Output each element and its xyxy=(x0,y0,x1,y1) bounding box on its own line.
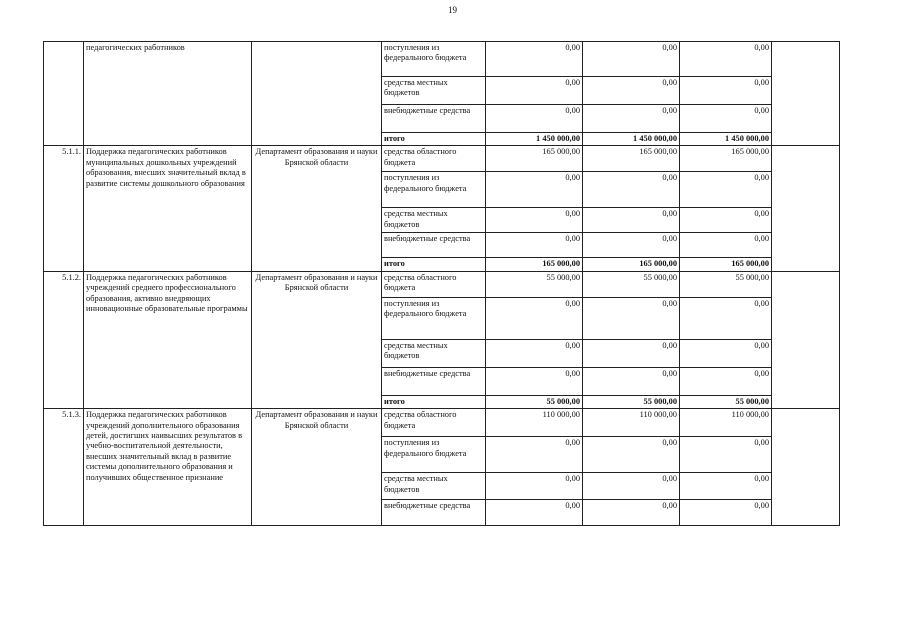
funding-source: средства местных бюджетов xyxy=(382,339,486,367)
value-year-2: 0,00 xyxy=(583,339,680,367)
value-year-2: 0,00 xyxy=(583,437,680,473)
department: Департамент образования и науки Брянской области xyxy=(252,271,382,408)
value-year-3: 55 000,00 xyxy=(680,395,772,408)
value-year-2: 0,00 xyxy=(583,500,680,526)
value-year-1: 0,00 xyxy=(486,473,583,500)
value-year-1: 110 000,00 xyxy=(486,409,583,437)
department: Департамент образования и науки Брянской области xyxy=(252,146,382,271)
value-year-3: 55 000,00 xyxy=(680,271,772,297)
value-year-2: 55 000,00 xyxy=(583,271,680,297)
measure-name: Поддержка педагогических работников учреждений среднего профессионального образования, активно внедряющих инновационные образовательные программы xyxy=(84,271,252,408)
table-body xyxy=(44,42,840,526)
value-year-3: 0,00 xyxy=(680,367,772,395)
value-year-3: 1 450 000,00 xyxy=(680,133,772,146)
value-year-3: 0,00 xyxy=(680,500,772,526)
value-year-1: 55 000,00 xyxy=(486,271,583,297)
value-year-2: 0,00 xyxy=(583,77,680,105)
department xyxy=(252,42,382,146)
value-year-1: 0,00 xyxy=(486,172,583,208)
funding-source: внебюджетные средства xyxy=(382,105,486,133)
funding-source: средства местных бюджетов xyxy=(382,77,486,105)
funding-source: итого xyxy=(382,395,486,408)
funding-source: поступления из федерального бюджета xyxy=(382,42,486,77)
value-year-3: 0,00 xyxy=(680,339,772,367)
value-year-2: 1 450 000,00 xyxy=(583,133,680,146)
value-year-3: 165 000,00 xyxy=(680,258,772,271)
value-year-1: 0,00 xyxy=(486,367,583,395)
value-year-1: 0,00 xyxy=(486,233,583,258)
table-row xyxy=(44,271,840,297)
value-year-1: 0,00 xyxy=(486,437,583,473)
row-code: 5.1.3. xyxy=(44,409,84,526)
value-year-3: 110 000,00 xyxy=(680,409,772,437)
value-year-3: 0,00 xyxy=(680,233,772,258)
value-year-3: 0,00 xyxy=(680,297,772,339)
extra-column xyxy=(772,271,840,408)
value-year-2: 110 000,00 xyxy=(583,409,680,437)
value-year-1: 0,00 xyxy=(486,42,583,77)
value-year-3: 0,00 xyxy=(680,473,772,500)
table-row xyxy=(44,146,840,172)
funding-source: итого xyxy=(382,133,486,146)
value-year-2: 55 000,00 xyxy=(583,395,680,408)
value-year-1: 0,00 xyxy=(486,105,583,133)
value-year-3: 165 000,00 xyxy=(680,146,772,172)
value-year-2: 0,00 xyxy=(583,172,680,208)
table-row xyxy=(44,42,840,77)
funding-source: средства областного бюджета xyxy=(382,271,486,297)
value-year-1: 0,00 xyxy=(486,77,583,105)
value-year-2: 0,00 xyxy=(583,42,680,77)
department: Департамент образования и науки Брянской области xyxy=(252,409,382,526)
funding-source: внебюджетные средства xyxy=(382,367,486,395)
extra-column xyxy=(772,409,840,526)
funding-source: средства местных бюджетов xyxy=(382,473,486,500)
budget-table xyxy=(43,41,840,526)
row-code xyxy=(44,42,84,146)
value-year-1: 0,00 xyxy=(486,339,583,367)
value-year-2: 0,00 xyxy=(583,233,680,258)
page-number: 19 xyxy=(448,5,457,15)
value-year-1: 0,00 xyxy=(486,208,583,233)
value-year-3: 0,00 xyxy=(680,208,772,233)
measure-name: Поддержка педагогических работников учреждений дополнительного образования детей, достигших наивысших результатов в учебно-воспитательной деятельности, внесших значительный вклад в развитие системы дополнительного образования и получивших общественное признание xyxy=(84,409,252,526)
value-year-3: 0,00 xyxy=(680,437,772,473)
row-code: 5.1.1. xyxy=(44,146,84,271)
funding-source: средства областного бюджета xyxy=(382,146,486,172)
funding-source: поступления из федерального бюджета xyxy=(382,297,486,339)
value-year-3: 0,00 xyxy=(680,42,772,77)
value-year-2: 0,00 xyxy=(583,105,680,133)
extra-column xyxy=(772,146,840,271)
funding-source: внебюджетные средства xyxy=(382,500,486,526)
extra-column xyxy=(772,42,840,146)
funding-source: средства местных бюджетов xyxy=(382,208,486,233)
value-year-1: 55 000,00 xyxy=(486,395,583,408)
value-year-2: 0,00 xyxy=(583,367,680,395)
value-year-1: 1 450 000,00 xyxy=(486,133,583,146)
value-year-2: 165 000,00 xyxy=(583,258,680,271)
value-year-1: 0,00 xyxy=(486,500,583,526)
table-row xyxy=(44,409,840,437)
value-year-3: 0,00 xyxy=(680,77,772,105)
value-year-1: 165 000,00 xyxy=(486,258,583,271)
funding-source: внебюджетные средства xyxy=(382,233,486,258)
value-year-3: 0,00 xyxy=(680,172,772,208)
row-code: 5.1.2. xyxy=(44,271,84,408)
funding-source: поступления из федерального бюджета xyxy=(382,437,486,473)
value-year-2: 0,00 xyxy=(583,297,680,339)
value-year-2: 165 000,00 xyxy=(583,146,680,172)
value-year-1: 165 000,00 xyxy=(486,146,583,172)
funding-source: итого xyxy=(382,258,486,271)
value-year-3: 0,00 xyxy=(680,105,772,133)
funding-source: поступления из федерального бюджета xyxy=(382,172,486,208)
measure-name: педагогических работников xyxy=(84,42,252,146)
value-year-2: 0,00 xyxy=(583,473,680,500)
value-year-2: 0,00 xyxy=(583,208,680,233)
funding-source: средства областного бюджета xyxy=(382,409,486,437)
value-year-1: 0,00 xyxy=(486,297,583,339)
measure-name: Поддержка педагогических работников муниципальных дошкольных учреждений образования, внесших значительный вклад в развитие системы дошкольного образования xyxy=(84,146,252,271)
